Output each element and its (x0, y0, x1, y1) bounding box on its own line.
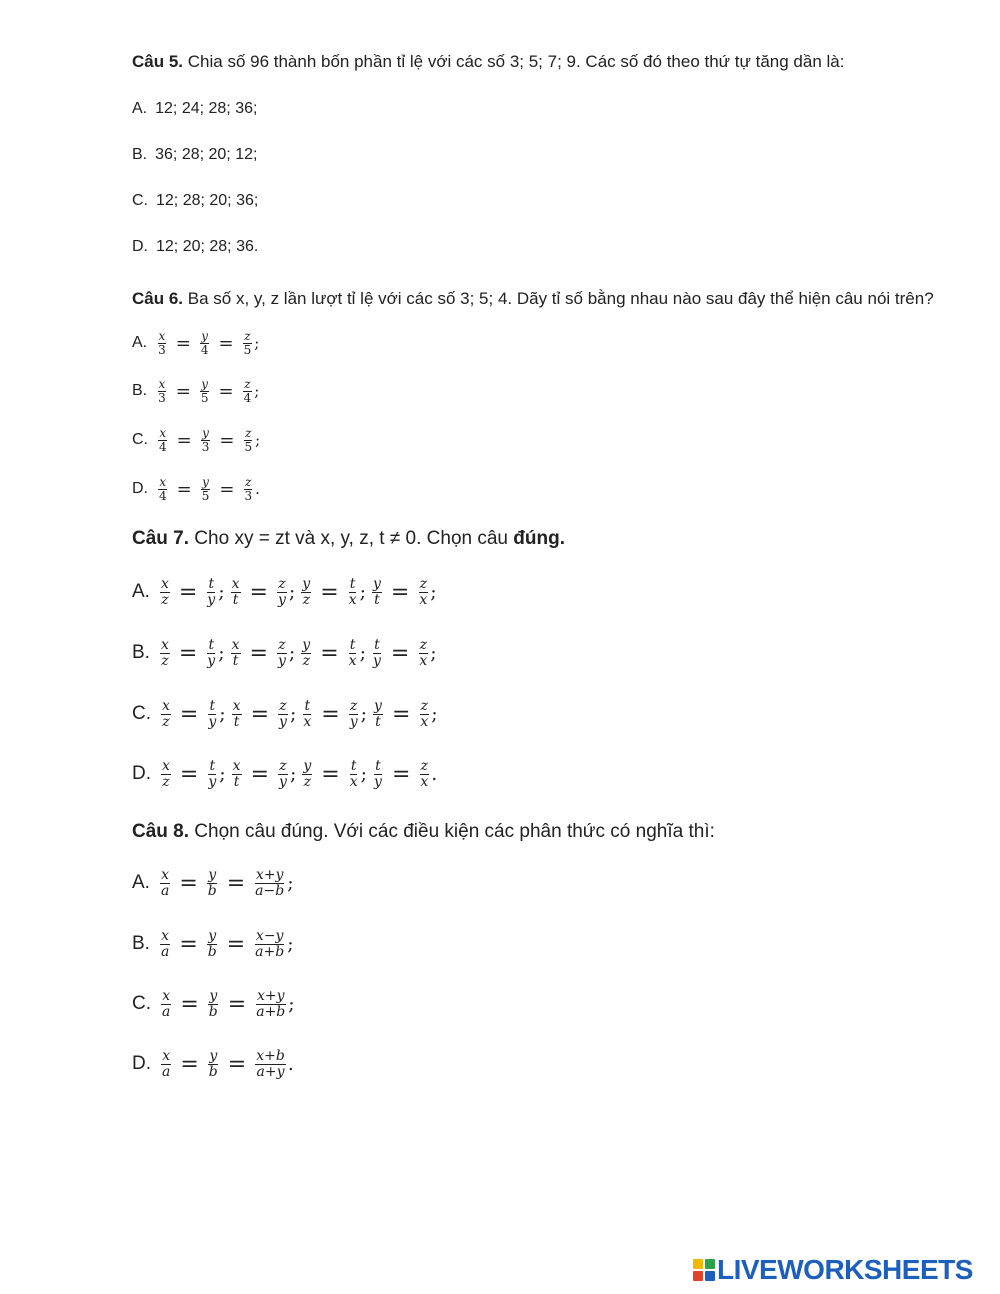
denominator: y (279, 713, 287, 730)
fraction (158, 427, 168, 453)
denominator: t (233, 713, 240, 730)
q6-option-c[interactable] (132, 427, 264, 453)
denominator: 4 (200, 342, 209, 357)
logo-block-1 (693, 1259, 703, 1269)
fraction (160, 929, 170, 959)
numerator: x (231, 637, 240, 653)
semicolon: ; (219, 703, 226, 726)
denominator: a (162, 1063, 171, 1080)
option-end-punctuation: ; (288, 993, 295, 1016)
equals-sign: = (179, 931, 198, 957)
numerator: x (232, 698, 241, 714)
denominator: a+b (256, 1003, 286, 1020)
q5-option-b[interactable]: B. 36; 28; 20; 12; (132, 146, 258, 163)
math-expression (159, 989, 299, 1019)
semicolon: ; (359, 581, 366, 604)
denominator: 4 (159, 488, 167, 503)
denominator: y (372, 652, 381, 669)
numerator: y (208, 867, 217, 883)
semicolon: ; (360, 763, 368, 786)
equals-sign: = (227, 991, 247, 1017)
q7-option-c[interactable] (132, 699, 442, 729)
q7-emphasis: đúng. (513, 528, 565, 549)
semicolon: ; (289, 703, 297, 726)
option-letter: A. (132, 334, 148, 352)
denominator: b (208, 1063, 218, 1080)
equals-sign: = (226, 931, 246, 957)
numerator: t (208, 637, 215, 653)
equals-sign: = (179, 761, 199, 787)
option-end-punctuation: ; (430, 581, 437, 604)
fraction (201, 427, 211, 453)
numerator: t (209, 758, 216, 774)
equals-sign: = (320, 579, 339, 605)
denominator: t (232, 652, 239, 669)
equals-sign: = (180, 1051, 199, 1077)
denominator: z (162, 713, 170, 730)
fraction (349, 699, 359, 729)
numerator: x (162, 758, 170, 774)
equals-sign: = (390, 579, 410, 605)
option-letter: C. (132, 993, 151, 1015)
denominator: 5 (243, 342, 252, 357)
denominator: x (419, 591, 428, 608)
option-letter: A. (132, 872, 150, 894)
option-end-punctuation: . (431, 763, 438, 786)
fraction (207, 929, 218, 959)
math-expression (158, 929, 298, 959)
option-end-punctuation: . (287, 1053, 294, 1076)
semicolon: ; (359, 642, 366, 665)
fraction (161, 1049, 171, 1079)
numerator: y (209, 1048, 218, 1064)
q6-option-d[interactable] (132, 476, 264, 502)
fraction (200, 330, 210, 356)
denominator: a−b (255, 882, 285, 899)
numerator: x (162, 988, 171, 1004)
denominator: y (208, 713, 217, 730)
equals-sign: = (320, 640, 339, 666)
numerator: x (159, 426, 167, 440)
option-letter: B. (132, 642, 150, 664)
option-end-punctuation: ; (254, 382, 260, 401)
equals-sign: = (390, 640, 410, 666)
denominator: z (162, 773, 170, 790)
fraction (348, 577, 358, 607)
denominator: 3 (158, 390, 166, 405)
denominator: t (232, 591, 239, 608)
denominator: x (419, 652, 428, 669)
numerator: y (302, 576, 311, 592)
denominator: 3 (244, 488, 253, 503)
fraction (419, 699, 429, 729)
semicolon: ; (218, 581, 225, 604)
fraction (158, 476, 168, 502)
fraction (302, 759, 312, 789)
fraction (301, 577, 311, 607)
fraction (418, 577, 428, 607)
denominator: z (302, 652, 310, 669)
fraction (160, 638, 170, 668)
math-expression (156, 476, 264, 502)
numerator: x (161, 928, 170, 944)
equals-sign: = (391, 761, 411, 787)
option-letter: B. (132, 382, 148, 400)
q7-option-a[interactable] (132, 577, 441, 607)
denominator: 4 (159, 439, 167, 454)
equals-sign: = (321, 761, 340, 787)
numerator: z (245, 475, 252, 489)
denominator: b (207, 943, 217, 960)
numerator: y (208, 928, 217, 944)
q8-option-c[interactable] (132, 989, 299, 1019)
numerator: z (244, 329, 251, 343)
denominator: 5 (244, 439, 253, 454)
equals-sign: = (175, 332, 191, 354)
equals-sign: = (227, 1051, 247, 1077)
denominator: y (279, 773, 287, 790)
math-expression (159, 759, 441, 789)
fraction (373, 699, 383, 729)
denominator: 3 (158, 342, 166, 357)
q7-prompt (132, 528, 565, 550)
fraction (243, 330, 253, 356)
denominator: z (303, 773, 311, 790)
equals-sign: = (321, 701, 340, 727)
q7-option-d[interactable] (132, 759, 441, 789)
numerator: t (349, 576, 356, 592)
semicolon: ; (360, 703, 368, 726)
q5-option-c[interactable]: C. 12; 28; 20; 36; (132, 192, 259, 209)
q7-text: Cho xy = zt và x, y, z, t ≠ 0. Chọn câu (189, 528, 514, 549)
equals-sign: = (180, 991, 199, 1017)
semicolon: ; (289, 763, 297, 786)
denominator: z (302, 591, 310, 608)
fraction (207, 759, 217, 789)
denominator: a+b (255, 943, 285, 960)
numerator: y (372, 576, 381, 592)
fraction (254, 868, 285, 898)
denominator: y (277, 591, 286, 608)
numerator: y (303, 758, 312, 774)
q6-option-b[interactable] (132, 378, 263, 404)
logo-text: LIVEWORKSHEETS (717, 1254, 973, 1285)
denominator: x (420, 713, 429, 730)
fraction (161, 699, 171, 729)
q8-text: Chọn câu đúng. Với các điều kiện các phân thức có nghĩa thì: (189, 821, 715, 842)
equals-sign: = (178, 579, 198, 605)
fraction (372, 577, 382, 607)
fraction (207, 699, 217, 729)
fraction (206, 577, 216, 607)
math-expression (155, 378, 263, 404)
fraction (254, 929, 285, 959)
q6-prompt (132, 289, 934, 309)
denominator: a (160, 943, 170, 960)
semicolon: ; (288, 581, 296, 604)
q8-option-d[interactable] (132, 1049, 298, 1079)
denominator: y (349, 713, 358, 730)
numerator: z (349, 698, 358, 714)
denominator: b (208, 1003, 218, 1020)
math-expression (158, 638, 441, 668)
logo-block-4 (705, 1271, 715, 1281)
math-expression (158, 577, 441, 607)
denominator: 5 (200, 390, 209, 405)
q6-text: Ba số x, y, z lần lượt tỉ lệ với các số 3; 5; 4. Dãy tỉ số bằng nhau nào sau đây thể hiện câu nói trên? (183, 289, 934, 308)
numerator: x (162, 698, 170, 714)
option-end-punctuation: . (255, 480, 260, 499)
numerator: x−y (255, 928, 284, 944)
fraction (255, 1049, 286, 1079)
numerator: x (158, 377, 166, 391)
denominator: 3 (201, 439, 210, 454)
q8-option-b[interactable] (132, 929, 298, 959)
denominator: x (349, 773, 358, 790)
fraction (301, 638, 311, 668)
fraction (208, 989, 219, 1019)
equals-sign: = (178, 640, 198, 666)
numerator: y (202, 475, 209, 489)
numerator: t (374, 637, 380, 653)
option-end-punctuation: ; (431, 703, 438, 726)
denominator: x (348, 652, 357, 669)
fraction (255, 989, 286, 1019)
fraction (278, 759, 288, 789)
numerator: z (278, 576, 286, 592)
equals-sign: = (176, 478, 192, 500)
denominator: 4 (243, 390, 252, 405)
fraction (201, 476, 211, 502)
fraction (231, 638, 241, 668)
numerator: z (279, 698, 287, 714)
fraction (231, 577, 241, 607)
denominator: x (348, 591, 357, 608)
fraction (232, 759, 242, 789)
denominator: y (277, 652, 286, 669)
option-letter: D. (132, 763, 151, 785)
equals-sign: = (250, 701, 270, 727)
numerator: y (201, 377, 209, 391)
equals-sign: = (179, 701, 199, 727)
numerator: z (278, 637, 286, 653)
equals-sign: = (391, 701, 411, 727)
numerator: t (350, 758, 357, 774)
semicolon: ; (218, 642, 225, 665)
fraction (243, 476, 253, 502)
denominator: y (207, 591, 216, 608)
logo-block-2 (705, 1259, 715, 1269)
fraction (372, 638, 382, 668)
denominator: 5 (201, 488, 210, 503)
fraction (232, 699, 242, 729)
fraction (348, 638, 358, 668)
math-expression (155, 330, 263, 356)
fraction (243, 378, 253, 404)
option-end-punctuation: ; (287, 872, 294, 895)
denominator: t (375, 713, 381, 730)
math-expression (159, 699, 442, 729)
fraction (206, 638, 216, 668)
denominator: y (374, 773, 382, 790)
equals-sign: = (218, 332, 234, 354)
denominator: z (161, 652, 169, 669)
option-end-punctuation: ; (287, 933, 294, 956)
option-letter: A. (132, 581, 150, 603)
numerator: t (208, 576, 215, 592)
numerator: z (244, 377, 251, 391)
option-end-punctuation: ; (254, 334, 260, 353)
numerator: z (279, 758, 287, 774)
fraction (161, 989, 171, 1019)
numerator: y (201, 329, 209, 343)
fraction (160, 577, 170, 607)
fraction (157, 378, 167, 404)
numerator: t (375, 758, 381, 774)
fraction (419, 759, 429, 789)
numerator: y (302, 637, 311, 653)
denominator: t (233, 773, 240, 790)
denominator: a (160, 882, 170, 899)
numerator: x (158, 329, 166, 343)
fraction (349, 759, 359, 789)
equals-sign: = (179, 870, 198, 896)
math-expression (159, 1049, 298, 1079)
numerator: y (202, 426, 209, 440)
fraction (200, 378, 210, 404)
numerator: z (245, 426, 252, 440)
numerator: z (420, 698, 429, 714)
liveworksheets-logo (693, 1254, 973, 1286)
numerator: t (209, 698, 216, 714)
fraction (243, 427, 253, 453)
numerator: t (304, 698, 311, 714)
q7-number: Câu 7. (132, 528, 190, 549)
logo-block-3 (693, 1271, 703, 1281)
option-end-punctuation: ; (430, 642, 437, 665)
denominator: x (420, 773, 429, 790)
fraction (160, 868, 170, 898)
numerator: x (160, 576, 169, 592)
q5-option-d[interactable]: D. 12; 20; 28; 36. (132, 238, 259, 255)
liveworksheets-logo-icon (693, 1259, 715, 1281)
equals-sign: = (219, 429, 235, 451)
q8-prompt (132, 821, 715, 843)
denominator: t (374, 591, 380, 608)
denominator: a+y (256, 1063, 285, 1080)
numerator: x (232, 758, 241, 774)
numerator: z (419, 637, 427, 653)
equals-sign: = (250, 761, 270, 787)
q5-option-a[interactable]: A. 12; 24; 28; 36; (132, 100, 258, 117)
fraction (302, 699, 312, 729)
denominator: x (303, 713, 312, 730)
option-letter: C. (132, 431, 148, 449)
fraction (278, 699, 288, 729)
numerator: y (209, 988, 218, 1004)
numerator: x (231, 576, 240, 592)
fraction (208, 1049, 219, 1079)
q6-number: Câu 6. (132, 289, 184, 308)
denominator: z (161, 591, 169, 608)
q5-number: Câu 5. (132, 52, 184, 71)
option-letter: C. (132, 703, 151, 725)
numerator: x+y (256, 988, 285, 1004)
numerator: x (162, 1048, 171, 1064)
q6-option-a[interactable] (132, 330, 263, 356)
fraction (207, 868, 218, 898)
semicolon: ; (288, 642, 296, 665)
math-expression (156, 427, 264, 453)
semicolon: ; (219, 763, 226, 786)
equals-sign: = (226, 870, 246, 896)
denominator: y (208, 773, 217, 790)
fraction (373, 759, 383, 789)
equals-sign: = (249, 579, 268, 605)
numerator: z (419, 576, 427, 592)
equals-sign: = (218, 380, 234, 402)
numerator: x (161, 867, 170, 883)
denominator: b (207, 882, 217, 899)
numerator: t (349, 637, 356, 653)
option-letter: D. (132, 480, 148, 498)
q8-option-a[interactable] (132, 868, 298, 898)
numerator: x+y (255, 867, 284, 883)
q7-option-b[interactable] (132, 638, 441, 668)
fraction (418, 638, 428, 668)
equals-sign: = (175, 380, 191, 402)
equals-sign: = (176, 429, 192, 451)
fraction (157, 330, 167, 356)
equals-sign: = (249, 640, 268, 666)
q5-text: Chia số 96 thành bốn phần tỉ lệ với các số 3; 5; 7; 9. Các số đó theo thứ tự tăng dần là: (183, 52, 845, 71)
numerator: x (160, 637, 169, 653)
q5-prompt (132, 52, 844, 72)
option-letter: D. (132, 1053, 151, 1075)
numerator: z (420, 758, 429, 774)
option-letter: B. (132, 933, 150, 955)
denominator: a (162, 1003, 171, 1020)
equals-sign: = (219, 478, 235, 500)
denominator: y (207, 652, 216, 669)
numerator: x+b (256, 1048, 285, 1064)
numerator: y (374, 698, 382, 714)
fraction (277, 638, 287, 668)
math-expression (158, 868, 298, 898)
fraction (161, 759, 171, 789)
option-end-punctuation: ; (255, 431, 261, 450)
fraction (277, 577, 287, 607)
q8-number: Câu 8. (132, 821, 190, 842)
numerator: x (159, 475, 167, 489)
